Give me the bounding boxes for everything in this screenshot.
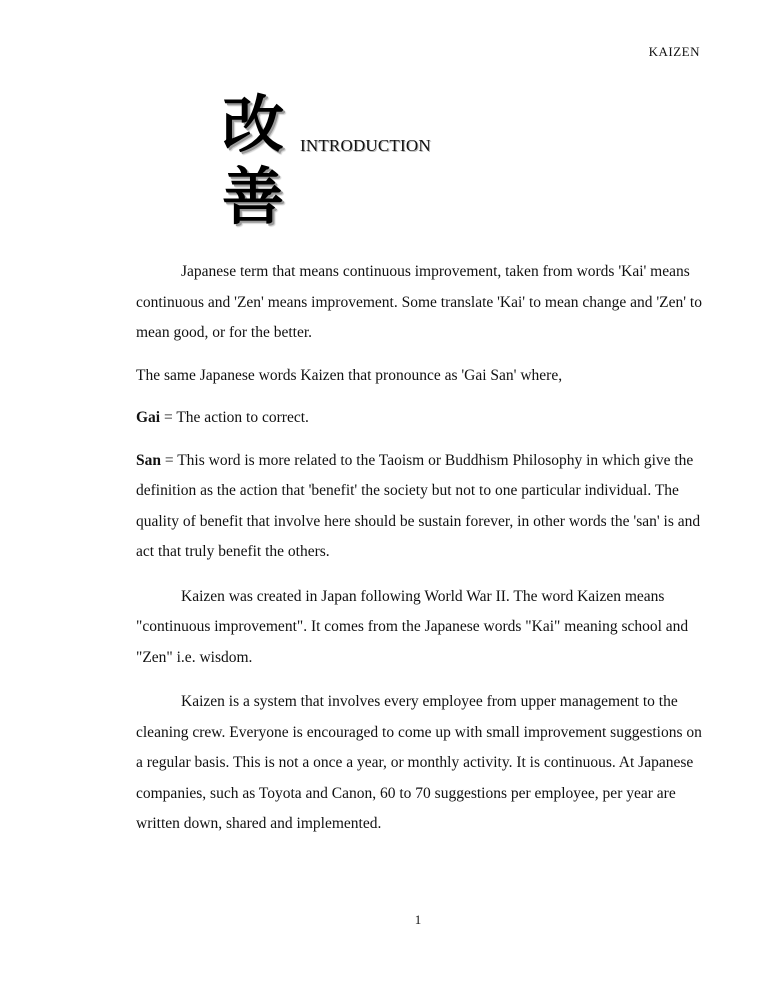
definition-gai	[136, 403, 708, 434]
paragraph-history: Kaizen was created in Japan following World War II. The word Kaizen means "continuous improvement". It comes from the Japanese words "Kai" meaning school and "Zen" i.e. wisdom.	[136, 587, 689, 666]
page-number: 1	[414, 912, 422, 927]
term-gai-definition: = The action to correct.	[160, 409, 309, 426]
definition-san	[136, 446, 708, 568]
page-header-title: KAIZEN	[648, 44, 700, 59]
term-gai: Gai	[136, 409, 161, 426]
kanji-zen: 善	[222, 160, 285, 233]
paragraph-definition: Japanese term that means continuous improvement, taken from words 'Kai' means continuous and 'Zen' means improvement. Some translate 'Kai' to mean change and 'Zen' to mean good, or for the better.	[136, 263, 702, 341]
section-heading: INTRODUCTION	[300, 136, 431, 155]
kanji-kai: 改	[222, 88, 285, 161]
document-body	[136, 257, 708, 852]
paragraph-system: Kaizen is a system that involves every employee from upper management to the cleaning crew. Everyone is encouraged to come up with small improvement suggestions on a regular basis. This is not a once a year, or monthly activity. It is continuous. At Japanese companies, such as Toyota and Canon, 60 to 70 suggestions per employee, per year are written down, shared and implemented.	[136, 693, 702, 832]
term-san-definition: = This word is more related to the Taoism or Buddhism Philosophy in which give the definition as the action that 'benefit' the society but not to one particular individual. The quality of benefit that involve here should be sustain forever, in other words the 'san' is and act that truly benefit the others.	[136, 451, 701, 560]
term-san: San	[136, 451, 161, 469]
paragraph-pronunciation: The same Japanese words Kaizen that pronounce as 'Gai San' where,	[136, 366, 563, 384]
